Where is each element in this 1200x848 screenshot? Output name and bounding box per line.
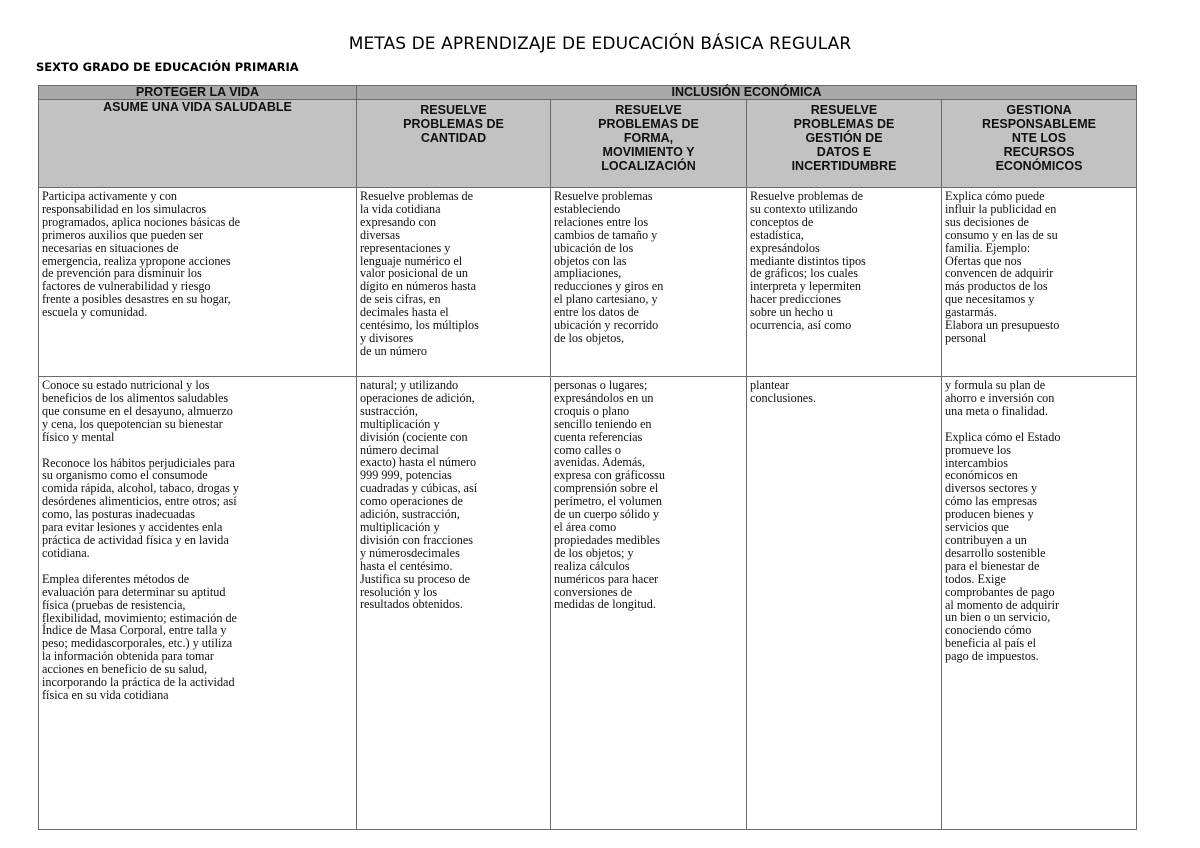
group-header-row [39,86,1137,100]
learning-goals-table [38,85,1137,830]
header-gestiona-recursos: GESTIONA RESPONSABLEME NTE LOS RECURSOS ECONÓMICOS [942,100,1137,188]
header-resuelve-cantidad: RESUELVE PROBLEMAS DE CANTIDAD [357,100,551,188]
cell-cantidad-2: natural; y utilizando operaciones de adición, sustracción, multiplicación y división (cociente con número decimal exacto) hasta el número 999 999, potencias cuadradas y cúbicas, así como operaciones de adición, sustracción, multiplicación y división con fracciones y númerosdecimales hasta el centésimo. Justifica su proceso de resolución y los resultados obtenidos. [357,377,551,830]
group-header-proteger-vida: PROTEGER LA VIDA [39,86,357,100]
cell-datos-1: Resuelve problemas de su contexto utilizando conceptos de estadística, expresándolos mediante distintos tipos de gráficos; los cuales interpreta y lepermiten hacer predicciones sobre un hecho u ocurrencia, así como [747,188,942,377]
group-header-inclusion-economica: INCLUSIÓN ECONÓMICA [357,86,1137,100]
cell-gestiona-1: Explica cómo puede influir la publicidad en sus decisiones de consumo y en las de su familia. Ejemplo: Ofertas que nos convencen de adquirir más productos de los que necesitamos y gastarmás. Elabora un presupuesto personal [942,188,1137,377]
cell-forma-1: Resuelve problemas estableciendo relaciones entre los cambios de tamaño y ubicación de los objetos con las ampliaciones, reducciones y giros en el plano cartesiano, y entre los datos de ubicación y recorrido de los objetos, [551,188,747,377]
table-row [39,377,1137,830]
cell-datos-2: plantear conclusiones. [747,377,942,830]
header-resuelve-forma: RESUELVE PROBLEMAS DE FORMA, MOVIMIENTO Y LOCALIZACIÓN [551,100,747,188]
header-asume-vida-saludable: ASUME UNA VIDA SALUDABLE [39,100,357,188]
page-subtitle: SEXTO GRADO DE EDUCACIÓN PRIMARIA [36,60,299,74]
header-resuelve-datos: RESUELVE PROBLEMAS DE GESTIÓN DE DATOS E INCERTIDUMBRE [747,100,942,188]
cell-cantidad-1: Resuelve problemas de la vida cotidiana expresando con diversas representaciones y lenguaje numérico el valor posicional de un dígito en números hasta de seis cifras, en decimales hasta el centésimo, los múltiplos y divisores de un número [357,188,551,377]
cell-forma-2: personas o lugares; expresándolos en un croquis o plano sencillo teniendo en cuenta referencias como calles o avenidas. Además, expresa con gráficossu comprensión sobre el perímetro, el volumen de un cuerpo sólido y el área como propiedades medibles de los objetos; y realiza cálculos numéricos para hacer conversiones de medidas de longitud. [551,377,747,830]
page-title: METAS DE APRENDIZAJE DE EDUCACIÓN BÁSICA REGULAR [348,34,852,54]
cell-gestiona-2: y formula su plan de ahorro e inversión con una meta o finalidad. Explica cómo el Estado promueve los intercambios económicos en diversos sectores y cómo las empresas producen bienes y servicios que contribuyen a un desarrollo sostenible para el bienestar de todos. Exige comprobantes de pago al momento de adquirir un bien o un servicio, conociendo cómo beneficia al país el pago de impuestos. [942,377,1137,830]
cell-vida-2: Conoce su estado nutricional y los beneficios de los alimentos saludables que consume en el desayuno, almuerzo y cena, los quepotencian su bienestar físico y mental Reconoce los hábitos perjudiciales para su organismo como el consumode comida rápida, alcohol, tabaco, drogas y desórdenes alimenticios, entre otros; así como, las posturas inadecuadas para evitar lesiones y accidentes enla práctica de actividad física y en lavida cotidiana. Emplea diferentes métodos de evaluación para determinar su aptitud física (pruebas de resistencia, flexibilidad, movimiento; estimación de Índice de Masa Corporal, entre talla y peso; medidascorporales, etc.) y utiliza la información obtenida para tomar acciones en beneficio de su salud, incorporando la práctica de la actividad física en su vida cotidiana [39,377,357,830]
competency-header-row [39,100,1137,188]
table-row [39,188,1137,377]
cell-vida-1: Participa activamente y con responsabilidad en los simulacros programados, aplica nociones básicas de primeros auxilios que pueden ser necesarias en situaciones de emergencia, realiza ypropone acciones de prevención para disminuir los factores de vulnerabilidad y riesgo frente a posibles desastres en su hogar, escuela y comunidad. [39,188,357,377]
